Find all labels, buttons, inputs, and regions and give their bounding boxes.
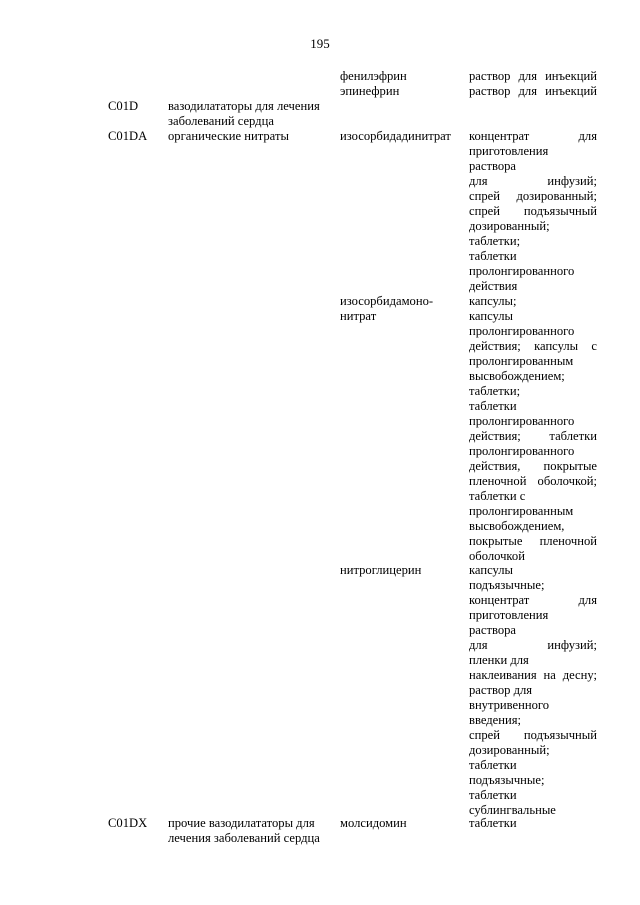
dosage-form: оболочкой <box>469 549 525 563</box>
dosage-form-word: для <box>578 593 597 607</box>
dosage-form-word: концентрат <box>469 129 530 143</box>
group-line-text: вазодилататоры для лечения <box>168 99 320 113</box>
dosage-form <box>469 668 597 683</box>
dosage-form-word: раствор <box>469 84 511 98</box>
dosage-form-word: десну; <box>562 668 597 682</box>
drug-name: изосорбидадинитрат <box>340 129 451 143</box>
dosage-form-word: инъекций <box>545 69 597 83</box>
dosage-form-word: для <box>518 84 537 98</box>
dosage-form: подъязычные; <box>469 773 545 787</box>
dosage-form: таблетки <box>469 816 517 830</box>
group-line: лечения заболеваний сердца <box>168 831 320 845</box>
dosage-form-word: раствор <box>469 69 511 83</box>
dosage-form <box>469 534 597 549</box>
dosage-form-word: действия; <box>469 429 521 443</box>
dosage-form: капсулы; <box>469 294 517 308</box>
dosage-form-word: для <box>469 638 488 652</box>
dosage-form <box>469 459 597 474</box>
atc-code: C01D <box>108 99 139 113</box>
dosage-form: приготовления <box>469 608 549 622</box>
dosage-form <box>469 638 597 653</box>
atc-code: C01DX <box>108 816 148 830</box>
dosage-forms-cell <box>469 129 597 294</box>
group-line: прочие вазодилататоры для <box>168 816 315 830</box>
dosage-form: высвобождением; <box>469 369 565 383</box>
dosage-form <box>469 174 597 189</box>
dosage-form: высвобождением, <box>469 519 565 533</box>
dosage-form: таблетки <box>469 399 517 413</box>
dosage-form: дозированный; <box>469 743 550 757</box>
drug-names-cell <box>340 294 464 324</box>
dosage-form: подъязычные; <box>469 578 545 592</box>
dosage-form-word: действия, <box>469 459 521 473</box>
dosage-form <box>469 474 597 489</box>
dosage-form-word: покрытые <box>543 459 597 473</box>
dosage-form: таблетки; <box>469 234 521 248</box>
dosage-form-word: спрей <box>469 189 500 203</box>
dosage-form <box>469 429 597 444</box>
dosage-form-word: спрей <box>469 204 500 218</box>
dosage-form: капсулы <box>469 309 514 323</box>
dosage-form <box>469 84 597 99</box>
dosage-form: пролонгированного <box>469 264 575 278</box>
dosage-form: введения; <box>469 713 522 727</box>
drug-name: нитрат <box>340 309 377 323</box>
dosage-form-word: дозированный; <box>516 189 597 203</box>
dosage-form: пролонгированного <box>469 444 575 458</box>
dosage-form-word: наклеивания <box>469 668 537 682</box>
dosage-form-word: пленочной <box>469 474 527 488</box>
dosage-form-word: оболочкой; <box>537 474 597 488</box>
dosage-form: раствора <box>469 623 517 637</box>
drug-names-cell <box>340 563 464 578</box>
dosage-form: сублингвальные <box>469 803 556 817</box>
dosage-form-word: таблетки <box>549 429 597 443</box>
dosage-form: внутривенного <box>469 698 550 712</box>
dosage-form-word: спрей <box>469 728 500 742</box>
dosage-form-word: пленочной <box>539 534 597 548</box>
dosage-form-word: для <box>578 129 597 143</box>
dosage-form-word: концентрат <box>469 593 530 607</box>
drug-name: эпинефрин <box>340 84 400 98</box>
dosage-form-word: подъязычный <box>523 728 597 742</box>
atc-code: C01DA <box>108 129 148 143</box>
dosage-form: таблетки с <box>469 489 526 503</box>
dosage-form: таблетки <box>469 758 517 772</box>
dosage-form: пролонгированным <box>469 354 574 368</box>
dosage-form: таблетки; <box>469 384 521 398</box>
drug-name: нитроглицерин <box>340 563 422 577</box>
dosage-form <box>469 189 597 204</box>
group-line: заболеваний сердца <box>168 114 274 128</box>
dosage-form <box>469 339 597 354</box>
drug-names-cell <box>340 69 464 99</box>
dosage-form-word: для <box>518 69 537 83</box>
dosage-forms-cell <box>469 563 597 818</box>
dosage-form-word: капсулы <box>534 339 579 353</box>
page-number: 195 <box>310 36 330 51</box>
dosage-form: пролонгированного <box>469 414 575 428</box>
drug-names-cell <box>340 129 464 144</box>
dosage-form: пролонгированного <box>469 324 575 338</box>
dosage-form-word: на <box>543 668 556 682</box>
drug-name: молсидомин <box>340 816 407 830</box>
dosage-form: капсулы <box>469 563 514 577</box>
group-line <box>168 99 332 114</box>
dosage-form: пролонгированным <box>469 504 574 518</box>
dosage-form-word: покрытые <box>469 534 523 548</box>
atc-group-name <box>168 816 332 846</box>
dosage-forms-cell <box>469 294 597 564</box>
dosage-form <box>469 69 597 84</box>
dosage-form <box>469 728 597 743</box>
atc-group-name <box>168 129 332 144</box>
dosage-form: дозированный; <box>469 219 550 233</box>
drug-name: изосорбидамоно- <box>340 294 434 308</box>
group-line: органические нитраты <box>168 129 289 143</box>
dosage-form <box>469 593 597 608</box>
dosage-form-word: инфузий; <box>547 174 597 188</box>
dosage-form: действия <box>469 279 518 293</box>
dosage-form-word: с <box>591 339 597 353</box>
dosage-form-word: инъекций <box>545 84 597 98</box>
dosage-form: раствор для <box>469 683 533 697</box>
drug-names-cell <box>340 816 464 831</box>
dosage-form-word: для <box>469 174 488 188</box>
dosage-form: таблетки <box>469 788 517 802</box>
dosage-forms-cell <box>469 69 597 99</box>
dosage-form-word: инфузий; <box>547 638 597 652</box>
dosage-form-word: подъязычный <box>523 204 597 218</box>
atc-group-name <box>168 99 332 129</box>
dosage-form: приготовления <box>469 144 549 158</box>
dosage-form <box>469 129 597 144</box>
dosage-form: раствора <box>469 159 517 173</box>
dosage-form: пленки для <box>469 653 529 667</box>
dosage-forms-cell <box>469 816 597 831</box>
drug-name: фенилэфрин <box>340 69 407 83</box>
dosage-form <box>469 204 597 219</box>
dosage-form-word: действия; <box>469 339 521 353</box>
dosage-form: таблетки <box>469 249 517 263</box>
